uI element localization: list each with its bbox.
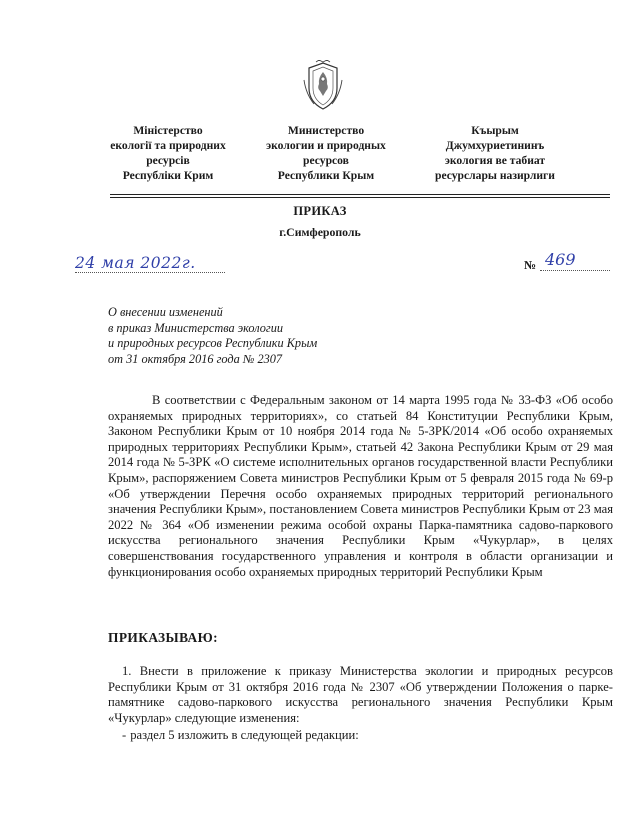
orders-heading: ПРИКАЗЫВАЮ: (108, 630, 218, 645)
crimea-coat-of-arms-icon (301, 60, 345, 112)
list-dash: - (122, 728, 127, 742)
header-russian (258, 123, 394, 183)
header-divider (110, 194, 610, 195)
header-line: екології та природних (110, 139, 226, 152)
subject-line: в приказ Министерства экологии (108, 320, 284, 335)
header-line: экология ве табиат (444, 154, 546, 167)
header-divider-thin (110, 197, 610, 198)
header-line: ресурсов (303, 154, 349, 167)
document-city: г.Симферополь (279, 225, 361, 239)
subject-line: О внесении изменений (108, 305, 223, 319)
handwritten-number: 469 (545, 250, 576, 269)
document-type: ПРИКАЗ (293, 204, 347, 218)
order-item-1: 1. Внести в приложение к приказу Министерства экологии и природных ресурсов Республики Крым от 31 октября 2016 года № 2307 «Об утверждении Положения о парке-памятнике садово-паркового искусства регионального значения Республики Крым «Чукурлар» следующие изменения: (108, 664, 613, 725)
header-line: Республики Крым (277, 169, 375, 182)
order-item-1-sub (122, 728, 359, 743)
header-ukrainian (100, 123, 236, 183)
header-line: ресурслары назирлиги (435, 169, 555, 182)
header-line: Джумхуриетининъ (445, 139, 545, 152)
header-line: Республіки Крим (122, 169, 214, 182)
header-line: Къырым (471, 124, 519, 137)
number-underline (540, 270, 610, 271)
header-line: экологии и природных (266, 139, 386, 152)
number-label: № (524, 258, 537, 272)
sub-item-text: раздел 5 изложить в следующей редакции: (130, 728, 359, 742)
header-line: ресурсів (146, 154, 190, 167)
preamble-paragraph: В соответствии с Федеральным законом от 14 марта 1995 года № 33-ФЗ «Об особо охраняемых природных территориях», со статьей 84 Конституции Республики Крым, Законом Республики Крым от 10 ноября 2014 года № 5-ЗРК/2014 «Об особо охраняемых природных территориях Республики Крым», статьей 42 Закона Республики Крым от 29 мая 2014 года № 5-ЗРК «О системе исполнительных органов государственной власти Республики Крым», распоряжением Совета министров Республики Крым от 5 февраля 2015 года № 69-р «Об утверждении Перечня особо охраняемых природных территорий регионального значения Республики Крым», постановлением Совета министров Республики Крым от 23 мая 2022 № 364 «Об изменении режима особой охраны Парка-памятника садово-паркового искусства регионального значения Республики Крым «Чукурлар», в целях совершенствования государственного управления и контроля в области организации и функционирования особо охраняемых природных территорий Республики Крым (108, 393, 613, 579)
subject-line: от 31 октября 2016 года № 2307 (108, 351, 283, 366)
header-line: Міністерство (133, 124, 203, 137)
date-underline (75, 272, 225, 273)
subject-line: и природных ресурсов Республики Крым (108, 336, 318, 350)
header-line: Министерство (287, 124, 365, 137)
header-crimean-tatar (420, 123, 570, 183)
handwritten-date: 24 мая 2022г. (75, 254, 196, 272)
order-subject (108, 305, 317, 367)
